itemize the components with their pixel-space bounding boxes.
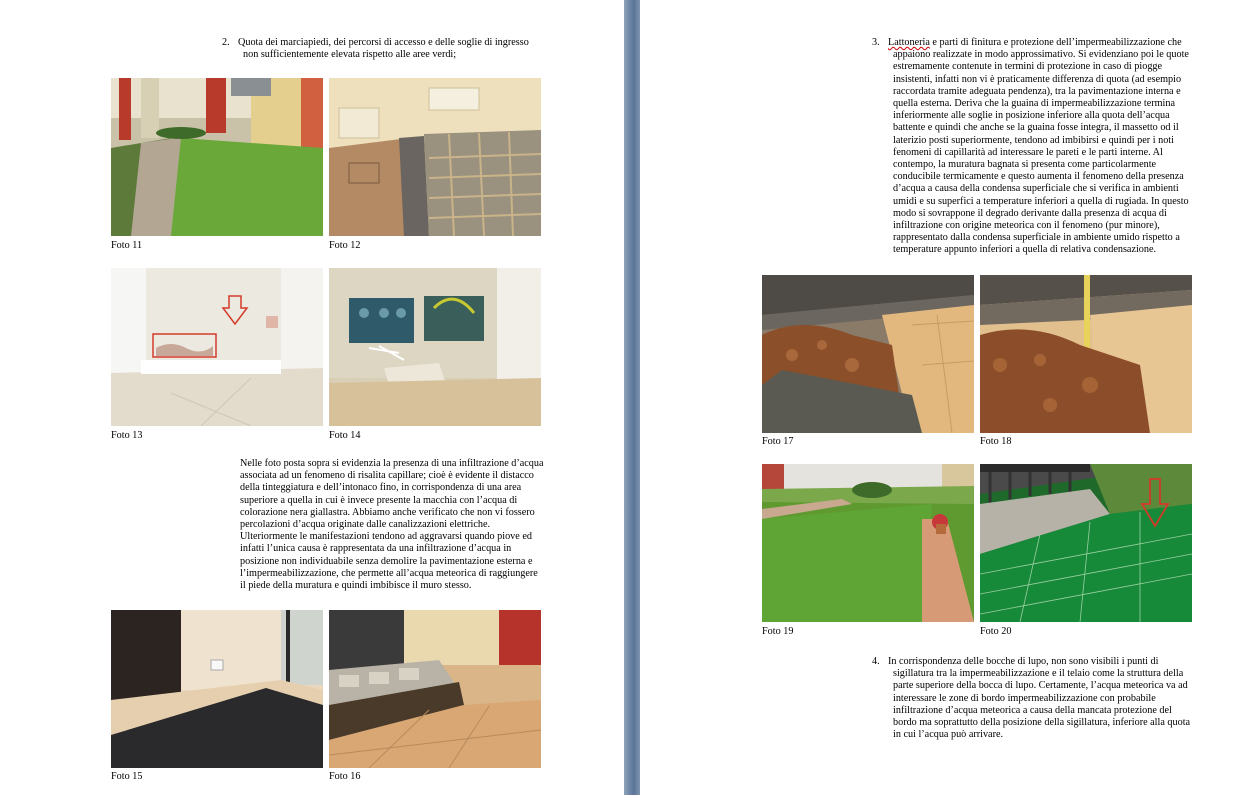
item3-line: inferiormente alle soglie in posizione inferiore alla quota dell’acqua — [893, 110, 1170, 122]
item3-line: temperature appunto inferiori a quella di relativa condensazione. — [893, 244, 1157, 256]
item3-line: d’acqua a causa della condensa superficiale che si verifica in ambienti — [893, 183, 1179, 195]
item4-line: sigillatura tra la impermeabilizzazione e il telaio come la struttura della — [893, 668, 1184, 680]
paragraph-line: Ulteriormente le manifestazioni tendono ad aggravarsi quando piove ed — [240, 531, 532, 543]
body-paragraph — [240, 458, 560, 592]
caption-foto-19: Foto 19 — [762, 626, 794, 637]
item4-line: parte superiore della bocca di lupo. Certamente, l’acqua meteorica va ad — [893, 680, 1188, 692]
photo-15 — [111, 610, 323, 768]
photo-11 — [111, 78, 323, 236]
paragraph-line: il piede della muratura e quindi imbibisce il muro stesso. — [240, 580, 472, 592]
item3-line: conducibile termicamente e questo aumenta il fenomeno della presenza — [893, 171, 1184, 183]
photo-12 — [329, 78, 541, 236]
item4-line: bordo ma soprattutto della posizione della sigillatura, inferiore alla quota — [893, 717, 1191, 729]
item3-line: quella esterna. Deriva che la guaina di impermeabilizzazione termina — [893, 98, 1176, 110]
caption-foto-18: Foto 18 — [980, 436, 1012, 447]
list-item-4 — [872, 656, 1212, 741]
photo-16 — [329, 610, 541, 768]
item4-line: infiltrazione d’acqua meteorica a causa della mancata protezione del — [893, 704, 1172, 716]
caption-foto-20: Foto 20 — [980, 626, 1012, 637]
photo-14 — [329, 268, 541, 426]
item3-line: battente e quindi che anche se la guaina fosse integra, il massetto od il — [893, 122, 1179, 134]
caption-foto-14: Foto 14 — [329, 430, 361, 441]
photo-20 — [980, 464, 1192, 622]
list-number: 4. — [872, 656, 880, 667]
paragraph-line: colorazione nera giallastra. Abbiamo anche verificato che non vi fossero — [240, 506, 535, 518]
paragraph-line: infatti l’unica causa è rappresentata da una infiltrazione d’acqua in — [240, 543, 512, 555]
item3-line: infiltrazione con origine meteorica con il fenomeno (pur minore), — [893, 220, 1160, 232]
paragraph-line: Nelle foto posta sopra si evidenzia la presenza di una infiltrazione d’acqua — [240, 458, 544, 469]
paragraph-line: l’impermeabilizzazione, che permette all’acqua meteorica di raggiungere — [240, 567, 538, 579]
item3-line: insistenti, infatti non vi è praticamente differenza di quota (ad esempio — [893, 73, 1182, 85]
item3-line: contempo, la muratura bagnata si presenta come particolarmente — [893, 159, 1157, 171]
caption-foto-12: Foto 12 — [329, 240, 361, 251]
item3-line: modo si sovrappone il degrado derivante dalla presenza di acqua di — [893, 207, 1167, 219]
photo-19 — [762, 464, 974, 622]
paragraph-line: della tinteggiatura e dell’intonaco fino, in corrispondenza di una area — [240, 482, 522, 494]
caption-foto-11: Foto 11 — [111, 240, 143, 251]
item3-line: raccordata tramite adeguata pendenza), tra la pavimentazione interna e — [893, 85, 1181, 97]
item3-line: fenomeni di capillarità ad interessare le pareti e le parti interne. Al — [893, 146, 1163, 158]
paragraph-line: posizione non individuabile senza demolire la pavimentazione esterna e — [240, 555, 533, 567]
list-number: 3. — [872, 37, 880, 48]
paragraph-line: superiore a quella in cui è invece presente la macchia con l’acqua di — [240, 494, 518, 506]
spellcheck-word: Lattoneria — [888, 37, 930, 48]
item3-line: laterizio posti superiormente, tendono ad imbibirsi e quindi per i noti — [893, 134, 1174, 146]
item3-line: umidi e su superfici a temperature inferiori a quella di rugiada. In questo — [893, 195, 1189, 207]
photo-18 — [980, 275, 1192, 433]
document-page-left — [0, 0, 624, 795]
item3-line: appaiono realizzate in modo approssimativo. Si evidenziano poi le quote — [893, 49, 1189, 61]
item4-first-line: In corrispondenza delle bocche di lupo, non sono visibili i punti di — [888, 656, 1159, 667]
item2-line1: Quota dei marciapiedi, dei percorsi di accesso e delle soglie di ingresso — [238, 37, 529, 48]
caption-foto-17: Foto 17 — [762, 436, 794, 447]
caption-foto-15: Foto 15 — [111, 771, 143, 782]
caption-foto-13: Foto 13 — [111, 430, 143, 441]
item2-line2: non sufficientemente elevata rispetto alle aree verdi; — [243, 49, 457, 61]
item3-first-line: e parti di finitura e protezione dell’impermeabilizzazione che — [929, 37, 1182, 48]
paragraph-line: percolazioni d’acqua originate dalle canalizzazioni elettriche. — [240, 519, 491, 531]
item4-line: interessare le zone di bordo impermeabilizzazione con probabile — [893, 692, 1156, 704]
page-gutter — [624, 0, 640, 795]
list-number: 2. — [222, 37, 230, 48]
caption-foto-16: Foto 16 — [329, 771, 361, 782]
list-item-3 — [872, 37, 1212, 257]
document-page-right — [640, 0, 1256, 795]
photo-17 — [762, 275, 974, 433]
item4-line: in cui l’acqua può arrivare. — [893, 729, 1004, 741]
list-item-2 — [222, 37, 582, 61]
paragraph-line: associata ad un fenomeno di risalita capillare; cioè è evidente il distacco — [240, 470, 534, 482]
photo-13 — [111, 268, 323, 426]
item3-line: estremamente contenute in termini di protezione in caso di piogge — [893, 61, 1163, 73]
item3-line: rappresentato dalla condensa superficiale in ambiente umido rispetto a — [893, 232, 1180, 244]
